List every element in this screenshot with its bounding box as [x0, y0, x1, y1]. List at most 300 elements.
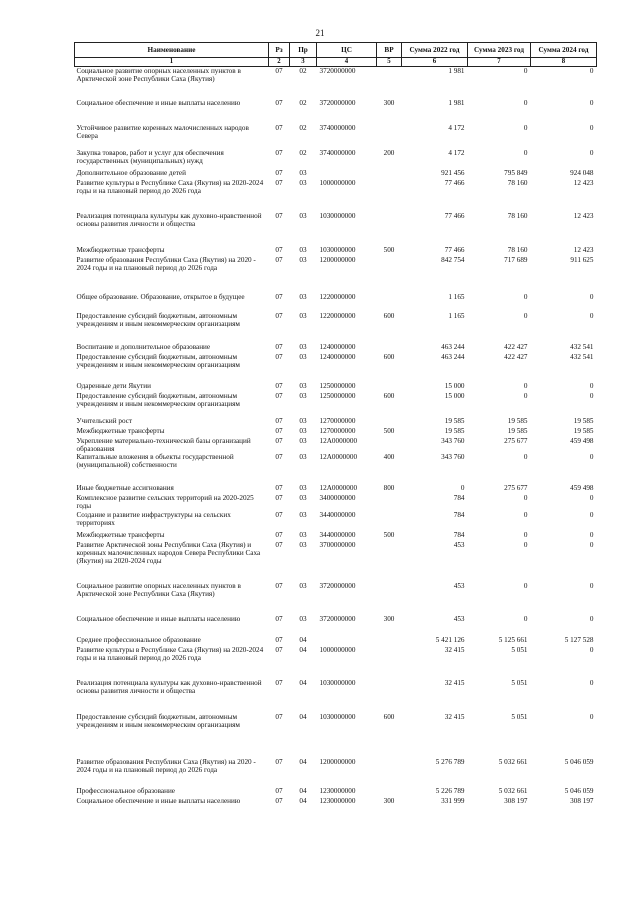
column-index-row [75, 58, 597, 67]
row-name: Создание и развитие инфраструктуры на сельских территориях [76, 510, 231, 527]
row-pr: 03 [299, 530, 307, 539]
table-body [75, 67, 597, 807]
table-row [75, 67, 597, 99]
row-sum-2024: 12 423 [573, 245, 594, 254]
row-sum-2022: 343 760 [441, 436, 465, 445]
table-row [75, 256, 597, 293]
table-row [75, 392, 597, 417]
row-cs: 1000000000 [319, 645, 356, 654]
row-sum-2022: 784 [453, 494, 465, 503]
row-sum-2022: 921 456 [441, 168, 465, 177]
row-cs: 3720000000 [319, 614, 356, 623]
table-row [75, 437, 597, 454]
row-sum-2024: 0 [589, 98, 594, 107]
row-cs: 3440000000 [319, 510, 356, 519]
row-pr: 04 [299, 678, 307, 687]
row-sum-2023: 5 125 661 [498, 635, 528, 644]
table-row [75, 149, 597, 169]
row-pr: 03 [299, 292, 307, 301]
row-vr [377, 646, 402, 679]
row-pr: 03 [299, 484, 307, 493]
row-pr: 03 [299, 342, 307, 351]
row-rz: 07 [275, 148, 283, 157]
row-sum-2022: 32 415 [444, 712, 465, 721]
row-rz: 07 [275, 712, 283, 721]
row-vr [377, 541, 402, 582]
row-vr [377, 179, 402, 212]
row-cs: 1030000000 [319, 211, 356, 220]
row-sum-2023: 78 160 [507, 211, 528, 220]
row-pr: 02 [299, 67, 307, 75]
row-pr: 03 [299, 581, 307, 590]
row-sum-2024: 0 [589, 391, 594, 400]
col-header-sum-2023: Сумма 2023 год [468, 43, 531, 58]
row-sum-2023: 0 [523, 614, 528, 623]
row-sum-2023: 5 051 [511, 645, 528, 654]
col-index: 4 [317, 58, 377, 67]
row-vr [377, 582, 402, 615]
row-name: Среднее профессиональное образование [76, 635, 201, 644]
row-sum-2023: 5 051 [511, 712, 528, 721]
row-sum-2023: 5 032 661 [498, 757, 528, 766]
row-name: Устойчивое развитие коренных малочисленных народов Севера [76, 123, 249, 140]
row-rz: 07 [275, 67, 283, 75]
row-vr: 600 [383, 352, 395, 361]
row-sum-2023: 275 677 [504, 484, 528, 493]
row-name: Развитие культуры в Республике Саха (Якутия) на 2020-2024 годы и на плановый период до 2026 года [76, 178, 264, 195]
row-name: Социальное развитие опорных населенных пунктов в Арктической зоне Республики Саха (Якутия) [76, 581, 241, 598]
row-pr: 03 [299, 352, 307, 361]
row-rz: 07 [275, 342, 283, 351]
row-sum-2023: 0 [523, 581, 528, 590]
table-row [75, 582, 597, 615]
col-index: 8 [531, 58, 597, 67]
row-vr [377, 67, 402, 99]
row-cs: 3740000000 [319, 148, 356, 157]
row-name: Общее образование. Образование, открытое в будущее [76, 292, 245, 301]
row-cs: 1230000000 [319, 796, 356, 805]
row-rz: 07 [275, 178, 283, 187]
row-sum-2022: 463 244 [441, 342, 465, 351]
row-sum-2022: 4 172 [448, 148, 465, 157]
col-header-rz: Рз [269, 43, 290, 58]
row-name: Социальное развитие опорных населенных пунктов в Арктической зоне Республики Саха (Якутия) [76, 67, 241, 84]
row-pr: 03 [299, 510, 307, 519]
col-index: 7 [468, 58, 531, 67]
row-sum-2024: 0 [589, 67, 594, 75]
row-sum-2023: 78 160 [507, 178, 528, 187]
row-cs: 3720000000 [319, 67, 356, 75]
row-rz: 07 [275, 510, 283, 519]
row-rz: 07 [275, 311, 283, 320]
table-row [75, 511, 597, 531]
table-row [75, 713, 597, 758]
row-sum-2023: 717 689 [504, 255, 528, 264]
row-rz: 07 [275, 426, 283, 435]
row-sum-2024: 12 423 [573, 211, 594, 220]
row-pr: 03 [299, 255, 307, 264]
row-sum-2024: 5 046 059 [564, 757, 594, 766]
row-name: Развитие Арктической зоны Республики Саха (Якутия) и коренных малочисленных народов Севера Республики Саха (Якутия) на 2020-2024 годы [76, 540, 261, 566]
row-name: Учительский рост [76, 416, 133, 425]
row-pr: 03 [299, 540, 307, 549]
row-name: Развитие культуры в Республике Саха (Якутия) на 2020-2024 годы и на плановый период до 2026 года [76, 645, 264, 662]
row-rz: 07 [275, 581, 283, 590]
row-sum-2023: 0 [523, 391, 528, 400]
row-cs: 1030000000 [319, 712, 356, 721]
row-cs: 3700000000 [319, 540, 356, 549]
row-cs: 1270000000 [319, 426, 356, 435]
row-sum-2024: 911 625 [570, 255, 594, 264]
table-row [75, 531, 597, 541]
row-rz: 07 [275, 352, 283, 361]
row-sum-2022: 4 172 [448, 123, 465, 132]
table-row [75, 353, 597, 382]
row-sum-2022: 842 754 [441, 255, 465, 264]
row-pr: 04 [299, 635, 307, 644]
row-sum-2022: 5 421 126 [435, 635, 465, 644]
table-row [75, 484, 597, 494]
row-sum-2024: 5 127 528 [564, 635, 594, 644]
row-cs: 3400000000 [319, 494, 356, 503]
row-rz: 07 [275, 786, 283, 795]
row-sum-2024: 0 [589, 581, 594, 590]
row-cs: 1240000000 [319, 352, 356, 361]
table-row [75, 427, 597, 437]
row-sum-2022: 1 981 [448, 67, 465, 75]
row-sum-2022: 77 466 [444, 211, 465, 220]
row-sum-2023: 19 585 [507, 416, 528, 425]
row-vr [377, 343, 402, 353]
row-sum-2024: 0 [589, 540, 594, 549]
row-sum-2022: 1 981 [448, 98, 465, 107]
col-header-sum-2024: Сумма 2024 год [531, 43, 597, 58]
row-cs: 1240000000 [319, 342, 356, 351]
row-name: Реализация потенциала культуры как духовно-нравственной основы развития личности и общества [76, 211, 262, 228]
row-rz: 07 [275, 255, 283, 264]
row-sum-2023: 19 585 [507, 426, 528, 435]
row-sum-2024: 0 [589, 614, 594, 623]
row-sum-2023: 0 [523, 540, 528, 549]
row-name: Предоставление субсидий бюджетным, автономным учреждениям и иным некоммерческим организациям [76, 391, 240, 408]
row-sum-2023: 0 [523, 292, 528, 301]
row-rz: 07 [275, 391, 283, 400]
row-vr [377, 256, 402, 293]
row-pr: 03 [299, 245, 307, 254]
row-rz: 07 [275, 123, 283, 132]
row-cs: 1200000000 [319, 757, 356, 766]
row-pr: 03 [299, 453, 307, 462]
table-row [75, 758, 597, 787]
row-sum-2023: 0 [523, 67, 528, 75]
row-vr [377, 679, 402, 713]
row-cs: 1030000000 [319, 245, 356, 254]
row-pr: 03 [299, 311, 307, 320]
table-row [75, 453, 597, 484]
row-sum-2024: 5 046 059 [564, 786, 594, 795]
row-pr: 03 [299, 391, 307, 400]
row-cs: 1030000000 [319, 678, 356, 687]
col-header-sum-2022: Сумма 2022 год [402, 43, 468, 58]
header-row [75, 43, 597, 58]
col-index: 6 [402, 58, 468, 67]
row-sum-2023: 308 197 [504, 796, 528, 805]
row-sum-2022: 0 [460, 484, 465, 493]
row-sum-2024: 924 048 [570, 168, 594, 177]
table-row [75, 636, 597, 646]
table-row [75, 417, 597, 427]
row-name: Воспитание и дополнительное образование [76, 342, 211, 351]
row-rz: 07 [275, 796, 283, 805]
row-sum-2024: 0 [589, 381, 594, 390]
row-pr: 03 [299, 614, 307, 623]
row-rz: 07 [275, 211, 283, 220]
row-cs: 1230000000 [319, 786, 356, 795]
col-index: 1 [75, 58, 269, 67]
col-index: 5 [377, 58, 402, 67]
col-header-pr: Пр [290, 43, 317, 58]
row-cs [317, 169, 377, 179]
row-name: Межбюджетные трансферты [76, 245, 165, 254]
row-name: Одаренные дети Якутии [76, 381, 151, 390]
row-sum-2022: 453 [453, 581, 465, 590]
row-sum-2022: 453 [453, 614, 465, 623]
row-vr: 300 [383, 98, 395, 107]
row-pr: 04 [299, 712, 307, 721]
row-sum-2024: 0 [589, 645, 594, 654]
row-sum-2023: 0 [523, 530, 528, 539]
row-sum-2024: 0 [589, 311, 594, 320]
table-row [75, 382, 597, 392]
row-sum-2023: 795 849 [504, 168, 528, 177]
row-cs: 1220000000 [319, 311, 356, 320]
table-row [75, 246, 597, 256]
row-cs [317, 636, 377, 646]
row-sum-2024: 0 [589, 453, 594, 462]
table-row [75, 124, 597, 149]
table-row [75, 343, 597, 353]
row-name: Закупка товаров, работ и услуг для обеспечения государственных (муниципальных) нужд [76, 148, 224, 165]
row-name: Предоставление субсидий бюджетным, автономным учреждениям и иным некоммерческим организациям [76, 352, 240, 369]
row-sum-2022: 1 165 [448, 292, 465, 301]
row-sum-2023: 0 [523, 148, 528, 157]
table-row [75, 169, 597, 179]
col-header-name: Наименование [75, 43, 269, 58]
table-row [75, 312, 597, 343]
row-cs: 3440000000 [319, 530, 356, 539]
row-sum-2022: 5 226 789 [435, 786, 465, 795]
row-vr [377, 437, 402, 454]
row-vr: 800 [383, 484, 395, 493]
row-name: Укрепление материально-технической базы организаций образования [76, 436, 251, 453]
col-index: 3 [290, 58, 317, 67]
row-vr [377, 636, 402, 646]
row-sum-2022: 1 165 [448, 311, 465, 320]
row-sum-2024: 459 498 [570, 484, 594, 493]
row-sum-2022: 784 [453, 510, 465, 519]
row-name: Дополнительное образование детей [76, 168, 186, 177]
table-row [75, 212, 597, 246]
row-sum-2023: 0 [523, 98, 528, 107]
row-name: Комплексное развитие сельских территорий на 2020-2025 годы [76, 494, 254, 511]
row-vr [377, 511, 402, 531]
row-sum-2022: 19 585 [444, 426, 465, 435]
row-vr [377, 494, 402, 511]
row-rz: 07 [275, 453, 283, 462]
row-vr: 600 [383, 391, 395, 400]
row-rz: 07 [275, 645, 283, 654]
row-vr: 400 [383, 453, 395, 462]
row-sum-2024: 308 197 [570, 796, 594, 805]
row-vr [377, 212, 402, 246]
row-pr: 03 [299, 381, 307, 390]
row-pr: 03 [299, 436, 307, 445]
row-sum-2024: 0 [589, 510, 594, 519]
row-cs: 12А0000000 [319, 453, 358, 462]
row-sum-2023: 0 [523, 123, 528, 132]
row-name: Межбюджетные трансферты [76, 530, 165, 539]
row-sum-2024: 432 541 [570, 342, 594, 351]
row-sum-2023: 0 [523, 494, 528, 503]
row-pr: 02 [299, 148, 307, 157]
row-cs: 1250000000 [319, 381, 356, 390]
table-row [75, 179, 597, 212]
row-vr: 500 [383, 245, 395, 254]
row-pr: 04 [299, 786, 307, 795]
table-row [75, 293, 597, 312]
row-name: Развитие образования Республики Саха (Якутия) на 2020 - 2024 годы и на плановый период до 2026 года [76, 757, 256, 774]
row-sum-2023: 5 051 [511, 678, 528, 687]
row-sum-2022: 32 415 [444, 678, 465, 687]
row-sum-2024: 0 [589, 530, 594, 539]
row-sum-2024: 0 [589, 292, 594, 301]
row-rz: 07 [275, 678, 283, 687]
row-sum-2022: 784 [453, 530, 465, 539]
row-name: Профессиональное образование [76, 786, 176, 795]
row-pr: 03 [299, 426, 307, 435]
row-cs: 1270000000 [319, 416, 356, 425]
row-cs: 3720000000 [319, 581, 356, 590]
row-sum-2022: 5 276 789 [435, 757, 465, 766]
row-pr: 03 [299, 211, 307, 220]
row-rz: 07 [275, 635, 283, 644]
row-name: Предоставление субсидий бюджетным, автономным учреждениям и иным некоммерческим организациям [76, 712, 240, 729]
row-cs: 1200000000 [319, 255, 356, 264]
row-sum-2023: 0 [523, 453, 528, 462]
row-pr: 04 [299, 796, 307, 805]
row-vr: 200 [383, 148, 395, 157]
row-sum-2024: 0 [589, 123, 594, 132]
row-sum-2022: 453 [453, 540, 465, 549]
row-sum-2023: 422 427 [504, 342, 528, 351]
col-header-vr: ВР [377, 43, 402, 58]
page-number: 21 [315, 28, 325, 38]
row-sum-2022: 19 585 [444, 416, 465, 425]
row-sum-2023: 5 032 661 [498, 786, 528, 795]
row-pr: 03 [299, 416, 307, 425]
row-vr [377, 293, 402, 312]
row-vr [377, 169, 402, 179]
row-rz: 07 [275, 381, 283, 390]
row-vr: 500 [383, 530, 395, 539]
row-sum-2022: 343 760 [441, 453, 465, 462]
row-name: Реализация потенциала культуры как духовно-нравственной основы развития личности и общества [76, 678, 262, 695]
row-sum-2023: 0 [523, 311, 528, 320]
row-rz: 07 [275, 416, 283, 425]
col-header-cs: ЦС [317, 43, 377, 58]
row-rz: 07 [275, 494, 283, 503]
row-vr [377, 787, 402, 797]
row-sum-2024: 459 498 [570, 436, 594, 445]
row-vr [377, 758, 402, 787]
row-rz: 07 [275, 292, 283, 301]
row-sum-2022: 15 000 [444, 391, 465, 400]
row-sum-2024: 0 [589, 678, 594, 687]
row-cs: 3720000000 [319, 98, 356, 107]
row-pr: 03 [299, 494, 307, 503]
row-cs: 12А0000000 [319, 436, 358, 445]
row-name: Предоставление субсидий бюджетным, автономным учреждениям и иным некоммерческим организациям [76, 311, 240, 328]
row-vr [377, 382, 402, 392]
row-sum-2023: 275 677 [504, 436, 528, 445]
col-index: 2 [269, 58, 290, 67]
row-vr: 500 [383, 426, 395, 435]
row-sum-2022: 77 466 [444, 178, 465, 187]
row-pr: 03 [299, 168, 307, 177]
row-cs: 1000000000 [319, 178, 356, 187]
row-rz: 07 [275, 245, 283, 254]
row-cs: 3740000000 [319, 123, 356, 132]
row-sum-2023: 0 [523, 510, 528, 519]
table-row [75, 787, 597, 797]
row-rz: 07 [275, 540, 283, 549]
row-vr: 600 [383, 712, 395, 721]
row-sum-2022: 331 999 [441, 796, 465, 805]
row-name: Развитие образования Республики Саха (Якутия) на 2020 - 2024 годы и на плановый период до 2026 года [76, 255, 256, 272]
row-sum-2023: 0 [523, 381, 528, 390]
row-pr: 03 [299, 178, 307, 187]
row-sum-2022: 32 415 [444, 645, 465, 654]
row-sum-2024: 0 [589, 148, 594, 157]
row-name: Межбюджетные трансферты [76, 426, 165, 435]
row-sum-2024: 0 [589, 712, 594, 721]
table-row [75, 99, 597, 124]
row-sum-2024: 12 423 [573, 178, 594, 187]
row-pr: 04 [299, 645, 307, 654]
row-pr: 02 [299, 98, 307, 107]
row-sum-2022: 77 466 [444, 245, 465, 254]
row-rz: 07 [275, 168, 283, 177]
table-row [75, 494, 597, 511]
row-vr: 300 [383, 614, 395, 623]
row-pr: 04 [299, 757, 307, 766]
row-rz: 07 [275, 436, 283, 445]
row-rz: 07 [275, 757, 283, 766]
table-row [75, 615, 597, 636]
row-cs: 12А0000000 [319, 484, 358, 493]
row-sum-2023: 422 427 [504, 352, 528, 361]
table-row [75, 797, 597, 807]
row-vr: 300 [383, 796, 395, 805]
row-vr [377, 124, 402, 149]
row-sum-2024: 19 585 [573, 426, 594, 435]
row-rz: 07 [275, 530, 283, 539]
row-sum-2024: 19 585 [573, 416, 594, 425]
row-name: Социальное обеспечение и иные выплаты населению [76, 796, 241, 805]
row-pr: 02 [299, 123, 307, 132]
table-row [75, 646, 597, 679]
row-cs: 1220000000 [319, 292, 356, 301]
